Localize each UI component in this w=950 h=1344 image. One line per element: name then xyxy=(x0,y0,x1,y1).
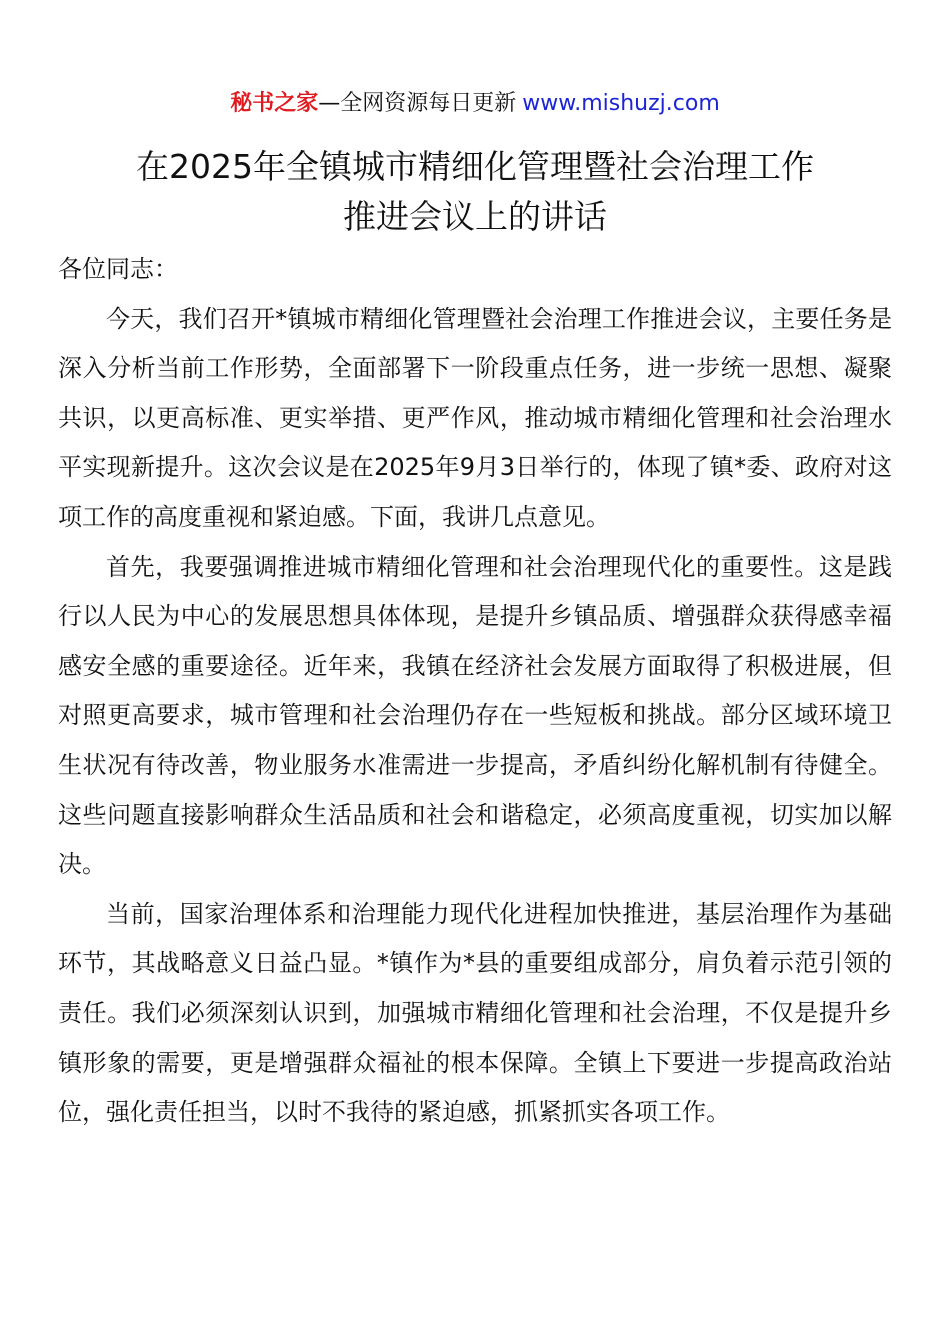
title-line-1: 在2025年全镇城市精细化管理暨社会治理工作 xyxy=(136,147,814,186)
site-brand: 秘书之家 xyxy=(230,91,319,116)
site-url-link[interactable]: www.mishuzj.com xyxy=(522,91,720,116)
greeting: 各位同志： xyxy=(58,255,178,283)
paragraph-1: 今天，我们召开*镇城市精细化管理暨社会治理工作推进会议，主要任务是深入分析当前工作形势，全面部署下一阶段重点任务，进一步统一思想、凝聚共识，以更高标准、更实举措、更严作风，推动城市精细化管理和社会治理水平实现新提升。这次会议是在2025年9月3日举行的，体现了镇*委、政府对这项工作的高度重视和紧迫感。下面，我讲几点意见。 xyxy=(58,304,892,531)
site-header xyxy=(0,86,950,122)
document-body xyxy=(58,245,892,1138)
site-tagline: —全网资源每日更新 xyxy=(318,91,517,116)
title-line-2: 推进会议上的讲话 xyxy=(343,197,607,236)
paragraph-3: 当前，国家治理体系和治理能力现代化进程加快推进，基层治理作为基础环节，其战略意义日益凸显。*镇作为*县的重要组成部分，肩负着示范引领的责任。我们必须深刻认识到，加强城市精细化管理和社会治理，不仅是提升乡镇形象的需要，更是增强群众福祉的根本保障。全镇上下要进一步提高政治站位，强化责任担当，以时不我待的紧迫感，抓紧抓实各项工作。 xyxy=(58,899,892,1127)
paragraph-2: 首先，我要强调推进城市精细化管理和社会治理现代化的重要性。这是践行以人民为中心的发展思想具体体现，是提升乡镇品质、增强群众获得感幸福感安全感的重要途径。近年来，我镇在经济社会发展方面取得了积极进展，但对照更高要求，城市管理和社会治理仍存在一些短板和挑战。部分区域环境卫生状况有待改善，物业服务水准需进一步提高，矛盾纠纷化解机制有待健全。这些问题直接影响群众生活品质和社会和谐稳定，必须高度重视，切实加以解决。 xyxy=(58,552,892,879)
document-title xyxy=(40,142,910,242)
